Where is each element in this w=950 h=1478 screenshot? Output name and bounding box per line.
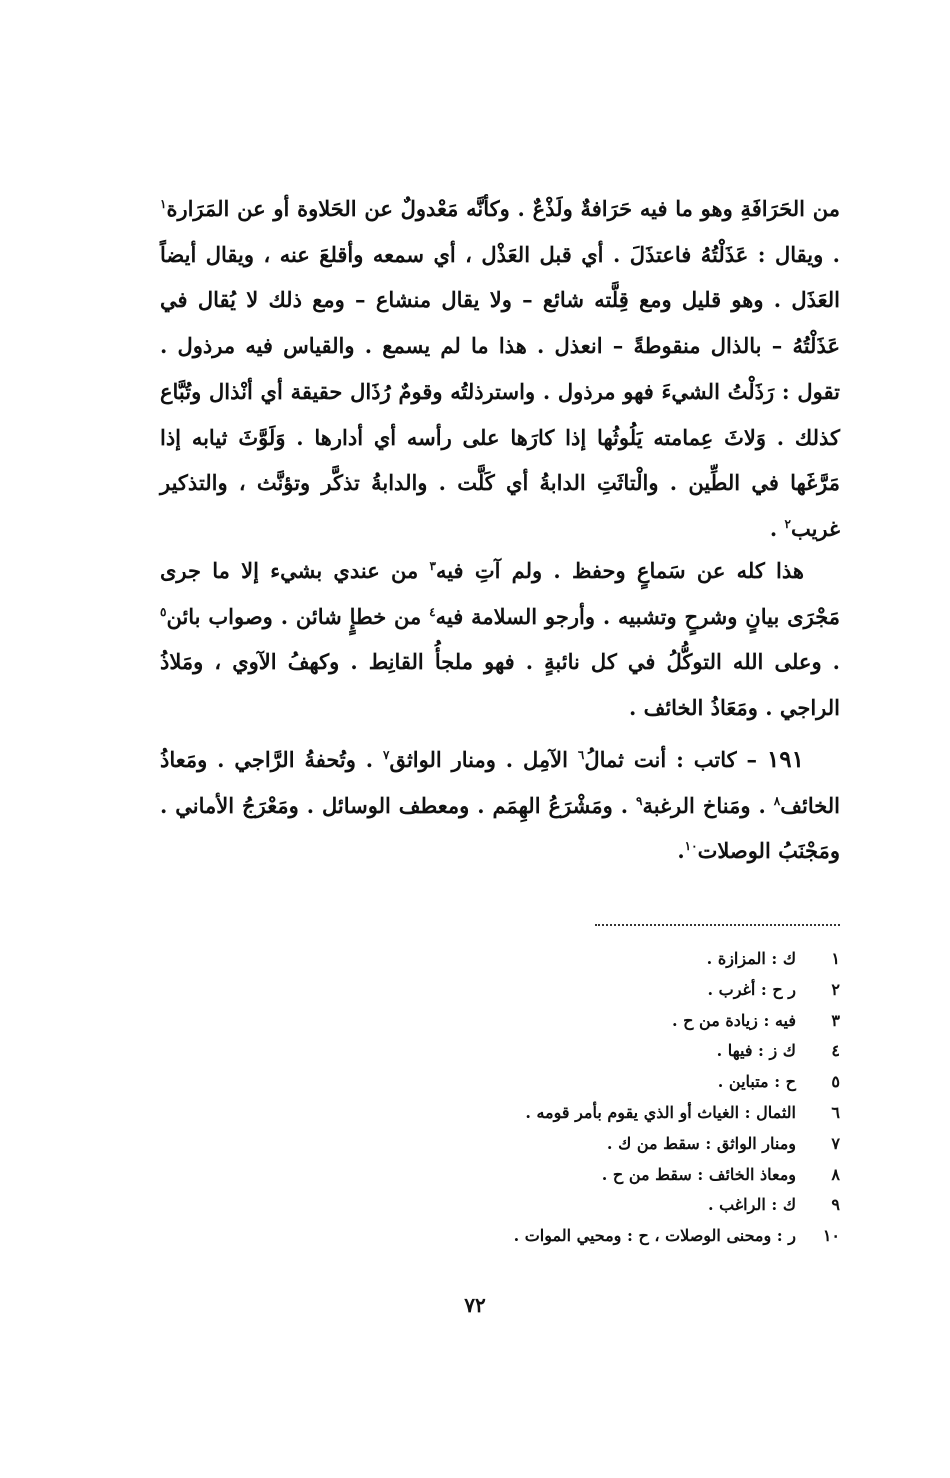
paragraph-2-text-part: . وعلى الله التوكُّلُ في كل نائبةٍ . فهو ملجأُ القانِط . وكهفُ الآوي ، ومَلاذُ الراجي . ومَعَاذُ الخائف . [160,649,840,721]
footnote-item [360,1067,840,1098]
footnote-text: ك : المزازة . [706,949,796,968]
entry-191 [160,737,840,874]
entry-191-text-part: . ومَشْرَعُ الهِمَم . ومعطف الوسائل . ومَعْرَجُ الأماني . ومَجْنَبُ الوصلات [160,792,840,864]
footnote-item [360,1036,840,1067]
footnote-item [360,1160,840,1191]
footnote-ref-6: ٦ [577,748,585,762]
footnote-number: ٢ [831,979,840,999]
paragraph-1-text-part: . ويقال : عَذَلْتُهُ فاعتذَلَ . أي قبل العَذْل ، أي سمعه وأقلعَ عنه ، ويقال أيضاً العَذَل . وهو قليل ومع قِلَّته شائع – ولا يقال منشاع – ومع ذلك لا يُقال في عَذَلْتُهُ – بالذال منقوطةً – انعذل . هذا ما لم يسمع . والقياس فيه مرذول . تقول : رَذَلْتُ الشيءَ فهو مرذول . واسترذلتُه وقومٌ رُذَال حقيقة أي أنْذال وتُبَّاع كذلك . وَلاثَ عِمامته يَلُوثُها إذا كارَها على رأسه أي أدارها . وَلَوَّثَ ثيابه إذا مَرَّغَها في الطِّين . والْتاثَتِ الدابةُ أي كَلَّت . والدابةُ تذكَّر وتؤنَّث ، والتذكير غريب [160,241,840,541]
footnote-ref-1: ١ [160,197,167,211]
footnote-item [360,1221,840,1252]
footnote-ref-9: ٩ [636,793,643,808]
footnote-text: ر : ومحنى الوصلات ، ح : ومحيي الموات . [513,1226,796,1246]
paragraph-2-text-part: هذا كله عن سَماعٍ وحفظ . ولم آتِ فيه [435,558,804,583]
footnotes-list [360,944,840,1252]
footnote-text: فيه : زيادة من ح . [671,1010,796,1030]
footnote-text: ر ح : أغرب . [707,979,796,999]
entry-191-text-part: . وتُحفةُ الرَّاجي . ومَعاذُ الخائف [160,747,841,818]
entry-191-text-part: – كاتب : أنت ثمالُ [584,747,767,772]
footnote-item [360,1129,840,1160]
paragraph-1 [160,186,840,552]
paragraph-2-text [160,548,840,731]
entry-191-text [160,737,840,874]
footnote-number: ١ [831,949,840,968]
paragraph-1-text-part: . [769,515,785,541]
footnote-ref-5: ٥ [160,604,167,619]
footnote-text: ح : متباين . [717,1072,796,1092]
footnote-item [360,1098,840,1129]
footnote-number: ٤ [831,1041,840,1061]
footnote-ref-7: ٧ [383,748,390,762]
footnote-text: الثمال : الغياث أو الذي يقوم بأمر قومه . [525,1102,796,1122]
footnote-ref-2: ٢ [784,516,791,531]
footnote-ref-3: ٣ [429,559,436,573]
paragraph-1-text-part: من الحَرَافَةِ وهو ما فيه حَرَافةٌ ولَذْعٌ . وكأنَّه مَعْدولٌ عن الحَلاوة أو عن المَرَارة [166,196,840,221]
footnote-number: ٨ [831,1164,840,1184]
footnote-ref-10: ١٠ [684,839,698,854]
entry-191-text-part: الآمِل . ومنار الواثق [389,747,578,772]
paragraph-2 [160,548,840,731]
page-number: ٧٢ [464,1293,486,1317]
footnote-ref-8: ٨ [773,793,781,808]
footnote-number: ٦ [831,1102,840,1122]
footnote-number: ٩ [831,1195,840,1215]
footnote-text: ومنار الواثق : سقط من ك . [606,1133,796,1153]
footnote-ref-4: ٤ [429,604,436,619]
entry-number: ١٩١ [766,746,805,773]
footnote-item [360,1006,840,1037]
footnote-number: ٥ [831,1072,840,1092]
footnote-text: ك : الراغب . [707,1195,796,1215]
footnote-text: ك ز : فيها . [716,1041,796,1061]
footnote-item [360,975,840,1006]
footnote-number: ٧ [831,1133,840,1153]
entry-191-text-part: . [677,838,685,864]
footnote-number: ١٠ [822,1226,840,1246]
entry-191-text-part: . ومَناخ الرغبة [642,792,774,818]
footnote-item [360,944,840,975]
footnote-number: ٣ [831,1010,840,1030]
footnote-item [360,1190,840,1221]
paragraph-2-text-part: من خطإٍ شائن . وصواب بائن [166,603,430,629]
paragraph-2-text-part: من عندي بشيء إلا ما جرى مَجْرَى بيانٍ وشرحٍ وتشبيه . وأرجو السلامة فيه [160,558,840,629]
paragraph-1-text [160,186,840,552]
footnote-divider [595,924,840,926]
footnote-text: ومعاذ الخائف : سقط من ح . [601,1164,796,1184]
